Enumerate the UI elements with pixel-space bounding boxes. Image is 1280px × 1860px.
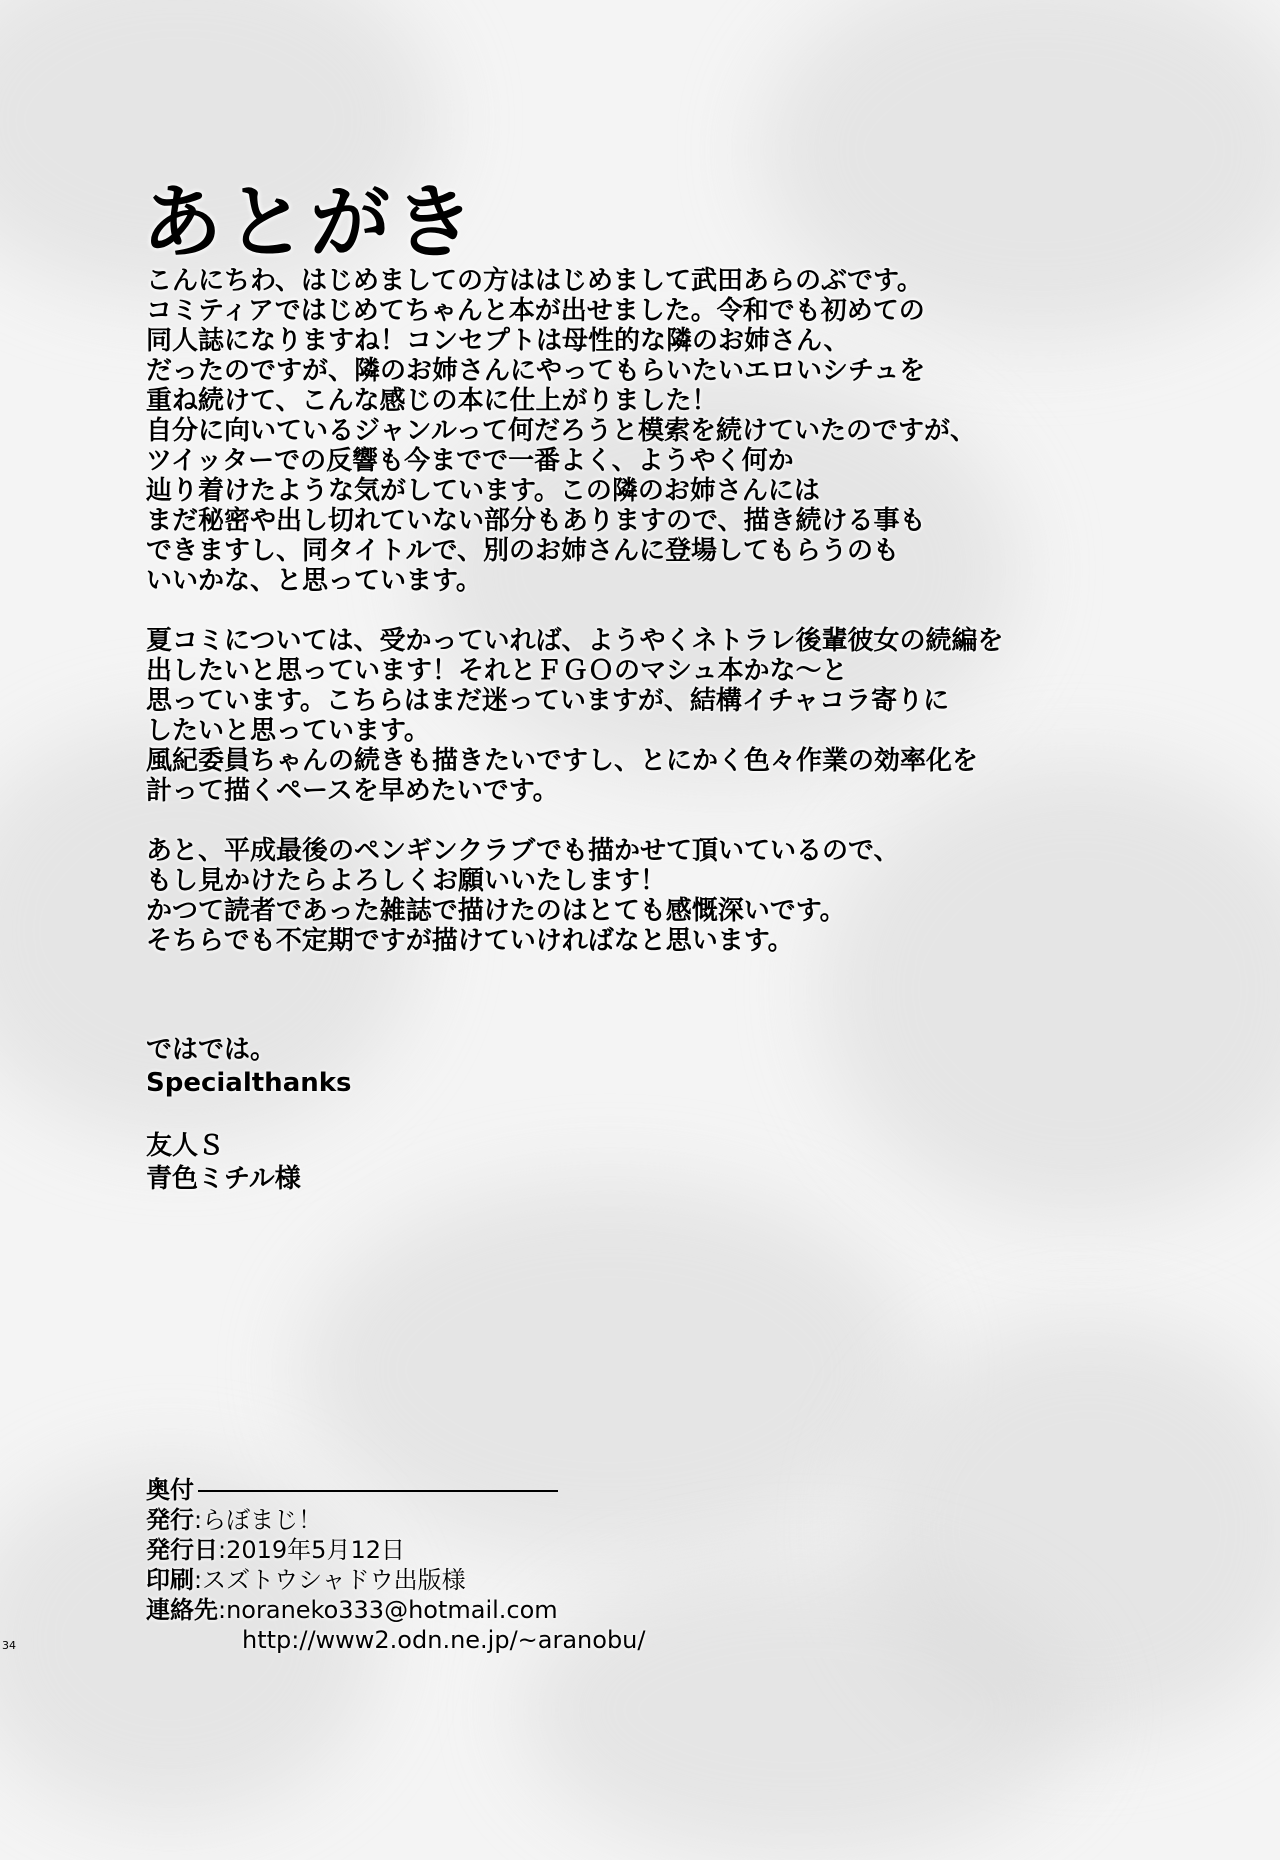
text-line: あと、平成最後のペンギンクラブでも描かせて頂いているので、 bbox=[146, 836, 900, 866]
text-line: こんにちわ、はじめましての方ははじめまして武田あらのぶです。 bbox=[146, 266, 923, 296]
closing-and-thanks bbox=[146, 1034, 352, 1196]
date-label: 発行日 bbox=[146, 1536, 218, 1564]
text-line: 辿り着けたような気がしています。この隣のお姉さんには bbox=[146, 476, 820, 506]
text-line: したいと思っています。 bbox=[146, 716, 430, 746]
text-line: いいかな、と思っています。 bbox=[146, 566, 482, 596]
text-line: 同人誌になりますね！コンセプトは母性的な隣のお姉さん、 bbox=[146, 326, 850, 356]
text-line: そちらでも不定期ですが描けていければなと思います。 bbox=[146, 926, 794, 956]
date-value: 2019年5月12日 bbox=[226, 1536, 405, 1564]
publisher-row: 発行:らぼまじ！ bbox=[146, 1506, 323, 1534]
printer-row: 印刷:スズトウシャドウ出版様 bbox=[146, 1566, 466, 1594]
text-line: コミティアではじめてちゃんと本が出せました。令和でも初めての bbox=[146, 296, 925, 326]
colophon-rule bbox=[198, 1490, 558, 1492]
paragraph-gap bbox=[146, 596, 1206, 626]
thanks-name: 青色ミチル様 bbox=[146, 1164, 301, 1194]
text-line: 自分に向いているジャンルって何だろうと模索を続けていたのですが、 bbox=[146, 416, 977, 446]
text-line: もし見かけたらよろしくお願いいたします！ bbox=[146, 866, 667, 896]
paragraph-gap bbox=[146, 1100, 352, 1130]
page-number: 34 bbox=[2, 1639, 16, 1652]
colophon-heading-row bbox=[146, 1475, 645, 1505]
paragraph bbox=[146, 836, 1206, 956]
contact-email: noraneko333@hotmail.com bbox=[226, 1596, 558, 1624]
text-line: 風紀委員ちゃんの続きも描きたいですし、とにかく色々作業の効率化を bbox=[146, 746, 979, 776]
text-line: かつて読者であった雑誌で描けたのはとても感慨深いです。 bbox=[146, 896, 846, 926]
text-line: 出したいと思っています！それとＦＧＯのマシュ本かな〜と bbox=[146, 656, 848, 686]
text-line: できますし、同タイトルで、別のお姉さんに登場してもらうのも bbox=[146, 536, 899, 566]
text-line: ツイッターでの反響も今までで一番よく、ようやく何か bbox=[146, 446, 794, 476]
text-line: 重ね続けて、こんな感じの本に仕上がりました！ bbox=[146, 386, 718, 416]
printer-label: 印刷 bbox=[146, 1566, 194, 1594]
date-row: 発行日:2019年5月12日 bbox=[146, 1536, 405, 1564]
page-title: あとがき bbox=[142, 174, 478, 269]
special-thanks-label: Specialthanks bbox=[146, 1068, 352, 1098]
text-line: 思っています。こちらはまだ迷っていますが、結構イチャコラ寄りに bbox=[146, 686, 950, 716]
contact-row: 連絡先:noraneko333@hotmail.com bbox=[146, 1596, 558, 1624]
afterword-body bbox=[146, 266, 1206, 956]
paragraph-gap bbox=[146, 806, 1206, 836]
text-line: まだ秘密や出し切れていない部分もありますので、描き続ける事も bbox=[146, 506, 926, 536]
paragraph bbox=[146, 626, 1206, 806]
publisher-label: 発行 bbox=[146, 1506, 194, 1534]
thanks-name: 友人Ｓ bbox=[146, 1131, 225, 1161]
colophon-heading: 奥付 bbox=[146, 1476, 194, 1504]
closing-text: ではでは。 bbox=[146, 1035, 277, 1065]
text-line: 夏コミについては、受かっていれば、ようやくネトラレ後輩彼女の続編を bbox=[146, 626, 1004, 656]
contact-url-row bbox=[146, 1625, 645, 1655]
text-line: 計って描くペースを早めたいです。 bbox=[146, 776, 559, 806]
text-line: だったのですが、隣のお姉さんにやってもらいたいエロいシチュを bbox=[146, 356, 926, 386]
printer-value: スズトウシャドウ出版様 bbox=[202, 1566, 466, 1594]
colophon bbox=[146, 1475, 645, 1655]
publisher-value: らぼまじ！ bbox=[202, 1506, 323, 1534]
paragraph bbox=[146, 266, 1206, 596]
contact-url: http://www2.odn.ne.jp/~aranobu/ bbox=[242, 1626, 646, 1654]
contact-label: 連絡先 bbox=[146, 1596, 218, 1624]
